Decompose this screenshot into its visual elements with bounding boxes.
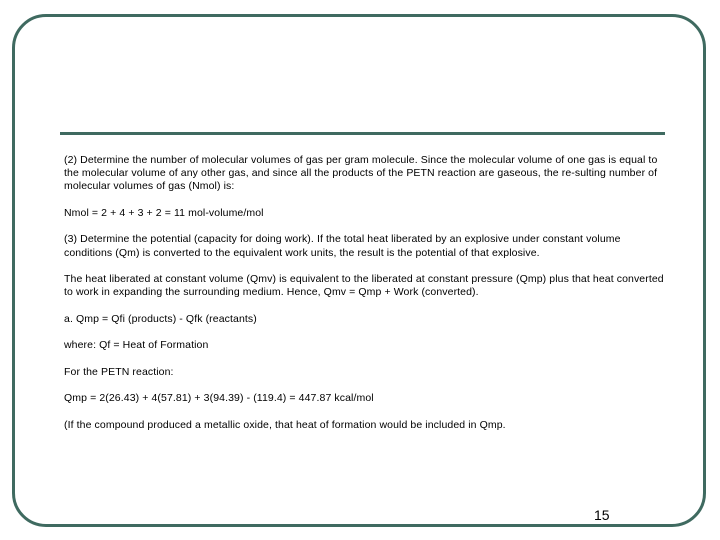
paragraph-nmol-equation: Nmol = 2 + 4 + 3 + 2 = 11 mol-volume/mol <box>64 206 264 219</box>
paragraph-qmp-formula: a. Qmp = Qfi (products) - Qfk (reactants) <box>64 312 257 325</box>
paragraph-qmp-calculation: Qmp = 2(26.43) + 4(57.81) + 3(94.39) - (119.4) = 447.87 kcal/mol <box>64 392 374 405</box>
slide-body <box>64 154 664 445</box>
paragraph-qf-definition: where: Qf = Heat of Formation <box>64 339 209 352</box>
title-divider <box>60 132 665 135</box>
paragraph-metallic-oxide-note: (If the compound produced a metallic oxide, that heat of formation would be included in Qmp. <box>64 418 506 431</box>
page-number: 15 <box>594 507 610 523</box>
paragraph-heat-liberated: The heat liberated at constant volume (Qmv) is equivalent to the liberated at constant pressure (Qmp) plus that heat converted to work in expanding the surrounding medium. Hence, Qmv = Qmp + Work (converted). <box>64 273 664 299</box>
paragraph-petn-reaction: For the PETN reaction: <box>64 365 174 378</box>
paragraph-gas-volumes: (2) Determine the number of molecular volumes of gas per gram molecule. Since the molecular volume of one gas is equal to the molecular volume of any other gas, and since all the products of the PETN reaction are gaseous, the re-sulting number of molecular volumes of gas (Nmol) is: <box>64 154 658 193</box>
paragraph-potential: (3) Determine the potential (capacity for doing work). If the total heat liberated by an explosive under constant volume conditions (Qm) is converted to the equivalent work units, the result is the potential of that explosive. <box>64 233 621 259</box>
